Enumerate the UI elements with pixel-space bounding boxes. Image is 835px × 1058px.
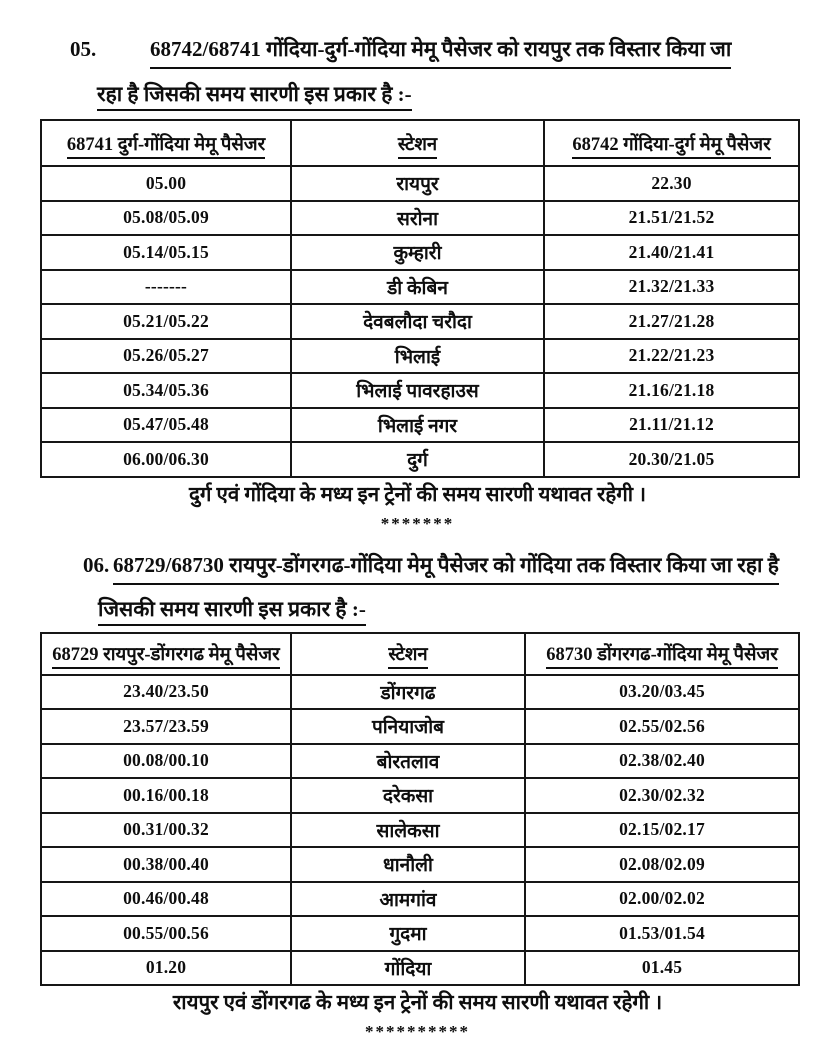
column-header-train-68742: 68742 गोंदिया-दुर्ग मेमू पैसेजर xyxy=(544,120,799,166)
time-cell: 21.40/21.41 xyxy=(544,235,799,270)
time-cell: 23.40/23.50 xyxy=(41,675,291,710)
section-05-separator: ******* xyxy=(380,513,455,533)
station-cell: भिलाई xyxy=(291,339,544,374)
station-cell: दुर्ग xyxy=(291,442,544,477)
table-row xyxy=(41,778,799,813)
time-cell: 00.55/00.56 xyxy=(41,916,291,951)
time-cell: 02.55/02.56 xyxy=(525,709,799,744)
station-cell: दरेकसा xyxy=(291,778,525,813)
time-cell: 02.30/02.32 xyxy=(525,778,799,813)
table-row xyxy=(41,916,799,951)
table-row xyxy=(41,408,799,443)
table-row xyxy=(41,709,799,744)
table-header-row xyxy=(41,120,799,166)
time-cell: 05.26/05.27 xyxy=(41,339,291,374)
section-06-heading-line1 xyxy=(83,550,835,585)
time-cell: 21.16/21.18 xyxy=(544,373,799,408)
time-cell: 05.47/05.48 xyxy=(41,408,291,443)
timetable-68741-68742 xyxy=(40,119,800,478)
section-05-heading-line1 xyxy=(70,34,835,69)
time-cell: 06.00/06.30 xyxy=(41,442,291,477)
section-06-separator: ********** xyxy=(365,1022,470,1041)
time-cell: 01.45 xyxy=(525,951,799,986)
station-cell: डोंगरगढ xyxy=(291,675,525,710)
table-row xyxy=(41,166,799,201)
time-cell: 23.57/23.59 xyxy=(41,709,291,744)
time-cell: 02.15/02.17 xyxy=(525,813,799,848)
station-cell: देवबलौदा चरौदा xyxy=(291,304,544,339)
station-cell: सरोना xyxy=(291,201,544,236)
time-cell: 05.08/05.09 xyxy=(41,201,291,236)
time-cell: 21.11/21.12 xyxy=(544,408,799,443)
time-cell: 05.00 xyxy=(41,166,291,201)
table-row xyxy=(41,847,799,882)
table-row xyxy=(41,270,799,305)
section-05-number: 05. xyxy=(70,37,97,61)
station-cell: भिलाई पावरहाउस xyxy=(291,373,544,408)
time-cell: 21.51/21.52 xyxy=(544,201,799,236)
table-row xyxy=(41,339,799,374)
time-cell: 00.46/00.48 xyxy=(41,882,291,917)
table-row xyxy=(41,675,799,710)
timetable-68729-68730 xyxy=(40,632,800,987)
time-cell: 21.22/21.23 xyxy=(544,339,799,374)
station-cell: रायपुर xyxy=(291,166,544,201)
time-cell: 00.31/00.32 xyxy=(41,813,291,848)
time-cell: 01.20 xyxy=(41,951,291,986)
table-row xyxy=(41,373,799,408)
time-cell: 20.30/21.05 xyxy=(544,442,799,477)
table-row xyxy=(41,813,799,848)
table-row xyxy=(41,882,799,917)
section-06-note: रायपुर एवं डोंगरगढ के मध्य इन ट्रेनों की समय सारणी यथावत रहेगी । xyxy=(172,992,663,1014)
time-cell: 00.16/00.18 xyxy=(41,778,291,813)
section-06-title: 68729/68730 रायपुर-डोंगरगढ-गोंदिया मेमू पैसेजर को गोंदिया तक विस्तार किया जा रहा है xyxy=(113,550,779,585)
section-05-title: 68742/68741 गोंदिया-दुर्ग-गोंदिया मेमू पैसेजर को रायपुर तक विस्तार किया जा xyxy=(150,34,731,69)
time-cell: 05.14/05.15 xyxy=(41,235,291,270)
column-header-station: स्टेशन xyxy=(291,633,525,675)
time-cell: ------- xyxy=(41,270,291,305)
time-cell: 05.34/05.36 xyxy=(41,373,291,408)
time-cell: 00.38/00.40 xyxy=(41,847,291,882)
column-header-train-68729: 68729 रायपुर-डोंगरगढ मेमू पैसेजर xyxy=(41,633,291,675)
time-cell: 02.00/02.02 xyxy=(525,882,799,917)
time-cell: 21.32/21.33 xyxy=(544,270,799,305)
station-cell: गोंदिया xyxy=(291,951,525,986)
table-row xyxy=(41,235,799,270)
time-cell: 01.53/01.54 xyxy=(525,916,799,951)
time-cell: 22.30 xyxy=(544,166,799,201)
station-cell: गुदमा xyxy=(291,916,525,951)
column-header-train-68741: 68741 दुर्ग-गोंदिया मेमू पैसेजर xyxy=(41,120,291,166)
time-cell: 21.27/21.28 xyxy=(544,304,799,339)
station-cell: पनियाजोब xyxy=(291,709,525,744)
station-cell: सालेकसा xyxy=(291,813,525,848)
station-cell: कुम्हारी xyxy=(291,235,544,270)
time-cell: 02.38/02.40 xyxy=(525,744,799,779)
station-cell: आमगांव xyxy=(291,882,525,917)
column-header-train-68730: 68730 डोंगरगढ-गोंदिया मेमू पैसेजर xyxy=(525,633,799,675)
table-row xyxy=(41,201,799,236)
station-cell: बोरतलाव xyxy=(291,744,525,779)
station-cell: भिलाई नगर xyxy=(291,408,544,443)
table-row xyxy=(41,951,799,986)
time-cell: 05.21/05.22 xyxy=(41,304,291,339)
document-page xyxy=(0,34,835,1058)
table-row xyxy=(41,442,799,477)
section-06-number: 06. xyxy=(83,552,110,577)
section-05-heading-line2: रहा है जिसकी समय सारणी इस प्रकार है :- xyxy=(97,79,835,109)
section-05-note: दुर्ग एवं गोंदिया के मध्य इन ट्रेनों की समय सारणी यथावत रहेगी । xyxy=(189,483,646,506)
time-cell: 03.20/03.45 xyxy=(525,675,799,710)
column-header-station: स्टेशन xyxy=(291,120,544,166)
table-header-row xyxy=(41,633,799,675)
time-cell: 02.08/02.09 xyxy=(525,847,799,882)
table-row xyxy=(41,304,799,339)
station-cell: डी केबिन xyxy=(291,270,544,305)
section-06-heading-line2: जिसकी समय सारणी इस प्रकार है :- xyxy=(98,594,835,624)
table-row xyxy=(41,744,799,779)
station-cell: धानौली xyxy=(291,847,525,882)
time-cell: 00.08/00.10 xyxy=(41,744,291,779)
